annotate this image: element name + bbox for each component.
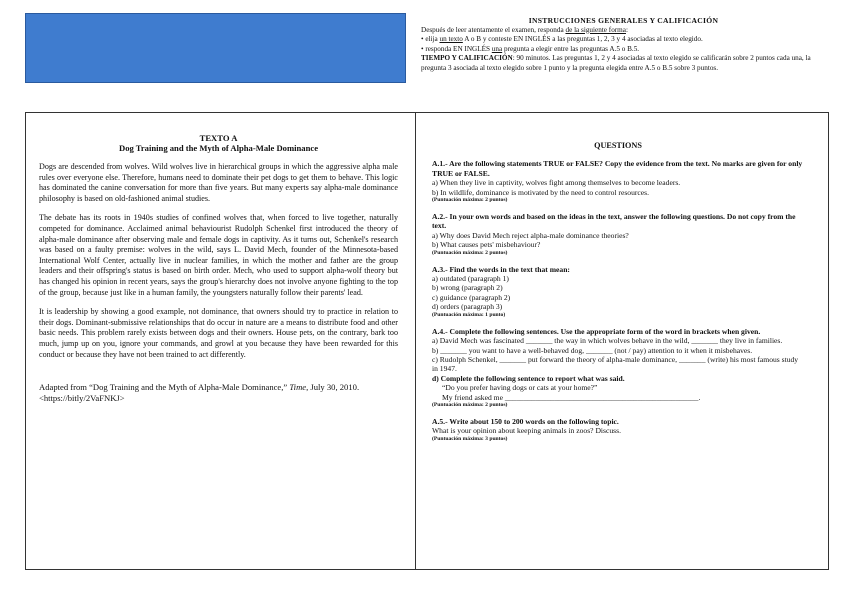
- question-a4-item-a: a) David Mech was fascinated _______ the way in which wolves behave in the wild, _______ they live in families.: [432, 336, 783, 346]
- source-text: , July 30, 2010. <https://bitly/2VaFNKJ>: [39, 382, 360, 404]
- source-text: Adapted from “Dog Training and the Myth of Alpha-Male Dominance,”: [39, 382, 290, 393]
- question-a3-item: d) orders (paragraph 3): [432, 302, 503, 312]
- instructions-block: [421, 16, 826, 73]
- time-text: : 90 minutos. Las preguntas 1, 2 y 4 asociadas al texto elegido se calificarán sobre 2 puntos cada una, la pregunta 3 asociada al texto elegido sobre 1 punto y la pregunta elegida entre A.5 o B.5 sobre 3 puntos.: [421, 54, 811, 72]
- question-a2-item: b) What causes pets' misbehaviour?: [432, 240, 541, 250]
- instr-text: • elija: [421, 35, 440, 43]
- instr-underline: de la siguiente forma: [565, 25, 626, 34]
- question-a3-item: c) guidance (paragraph 2): [432, 292, 511, 302]
- question-a5-text: What is your opinion about keeping animals in zoos? Discuss.: [432, 426, 621, 436]
- text-a-paragraph-2: The debate has its roots in 1940s studies of confined wolves that, when forced to live together, naturally competed for dominance. Acclaimed animal behaviourist Rudolph Schenkel first introduced the theory of alpha-male dominance after observing male and female dogs in captivity. As it turns out, Schenkel's research was based on a faulty premise: wolves in the wild, says L. David Mech, founder of the Minnesota-based International Wolf Center, actually live in nuclear families, in which the mother and father are the group leaders and their offspring's status is based on birth order. Mech, who used to support alpha-wolf theory but has changed his opinion in recent years, says the group's hierarchy does not involve anyone fighting to the top of the group, because just like in a human family, the youngsters naturally follow their parents' lead.: [39, 213, 398, 297]
- text-a-paragraph-1: Dogs are descended from wolves. Wild wolves live in hierarchical groups in which the aggressive alpha male rules over everyone else. Therefore, humans need to dominate their pet dogs to get them to behave. This logic has dominated the canine conversation for more than five years. But many experts say alpha-male dominance philosophy is based on old-fashioned animal studies.: [39, 162, 398, 203]
- questions-heading: QUESTIONS: [594, 141, 642, 150]
- instr-text: • responda EN INGLÉS: [421, 44, 492, 53]
- question-a2-points: (Puntuación máxima: 2 puntos): [432, 249, 508, 256]
- question-a5-points: (Puntuación máxima: 3 puntos): [432, 435, 508, 442]
- instr-underline: una: [491, 44, 503, 53]
- text-a-source: [39, 382, 398, 404]
- instr-text: A o B y conteste EN INGLÉS a las preguntas 1, 2, 3 y 4 asociadas al texto elegido.: [462, 35, 703, 43]
- question-a4-item-d: d) Complete the following sentence to report what was said.: [432, 373, 625, 383]
- question-a2-item: a) Why does David Mech reject alpha-male dominance theories?: [432, 230, 629, 240]
- question-a3-item: a) outdated (paragraph 1): [432, 274, 509, 284]
- question-a1-points: (Puntuación máxima: 2 puntos): [432, 197, 508, 204]
- question-a4-points: (Puntuación máxima: 2 puntos): [432, 401, 508, 408]
- instructions-line-1: [421, 26, 826, 36]
- instr-underline: un texto: [439, 35, 463, 43]
- question-a4-item-c: c) Rudolph Schenkel, _______ put forward the theory of alpha-male dominance, _______ (write) his most famous study in 1947.: [432, 354, 799, 374]
- question-a5-title: A.5.- Write about 150 to 200 words on the following topic.: [432, 416, 619, 426]
- text-a-title: Dog Training and the Myth of Alpha-Male Dominance: [118, 143, 319, 153]
- column-divider: [415, 112, 416, 570]
- question-a2-title: A.2.- In your own words and based on the ideas in the text, answer the following questions. Do not copy from the text.: [432, 212, 796, 231]
- question-a1-title: A.1.- Are the following statements TRUE or FALSE? Copy the evidence from the text. No marks are given for only TRUE or FALSE.: [432, 159, 803, 178]
- text-a-paragraph-3: It is leadership by showing a good example, not dominance, that owners should try to practice in relation to their dogs. Dominant-submissive relationships that do occur in nature are a means to distribute food and other basic needs. This problem rarely exists between dogs and their owners. House pets, on the contrary, bark too much, jump up on you, ignore your commands, and growl at you because they have been rewarded for this conduct or because they have not been trained to act differently.: [39, 307, 398, 359]
- questions-column: [432, 141, 804, 451]
- question-a3-item: b) wrong (paragraph 2): [432, 283, 503, 293]
- instructions-line-3: [421, 45, 826, 55]
- instr-text: :: [625, 25, 628, 34]
- source-publication: Time: [289, 382, 307, 393]
- question-a4-answer-line: My friend asked me ___________________________________________________.: [442, 392, 701, 402]
- question-a4-quote: “Do you prefer having dogs or cats at your home?”: [442, 383, 598, 393]
- question-a4-item-b: b) _______ you want to have a well-behaved dog, _______ (not / pay) attention to it when it misbehaves.: [432, 345, 753, 355]
- instructions-time: [421, 54, 826, 73]
- question-a1-item: b) In wildlife, dominance is motivated by the need to control resources.: [432, 187, 649, 197]
- question-a4-title: A.4.- Complete the following sentences. Use the appropriate form of the word in brackets when given.: [432, 326, 761, 336]
- instructions-title: INSTRUCCIONES GENERALES Y CALIFICACIÓN: [528, 16, 719, 25]
- instr-text: Después de leer atentamente el examen, responda: [421, 25, 566, 34]
- time-label: TIEMPO Y CALIFICACIÓN: [421, 54, 513, 62]
- question-a3-points: (Puntuación máxima: 1 punto): [432, 311, 506, 318]
- question-a1-item: a) When they live in captivity, wolves fight among themselves to become leaders.: [432, 178, 681, 188]
- header-blue-block: [25, 13, 406, 83]
- instructions-line-2: [421, 35, 826, 45]
- text-a-label: TEXTO A: [199, 133, 238, 143]
- instr-text: pregunta a elegir entre las preguntas A.5 o B.5.: [502, 44, 640, 53]
- text-a-column: [39, 133, 398, 404]
- question-a3-title: A.3.- Find the words in the text that mean:: [432, 264, 570, 274]
